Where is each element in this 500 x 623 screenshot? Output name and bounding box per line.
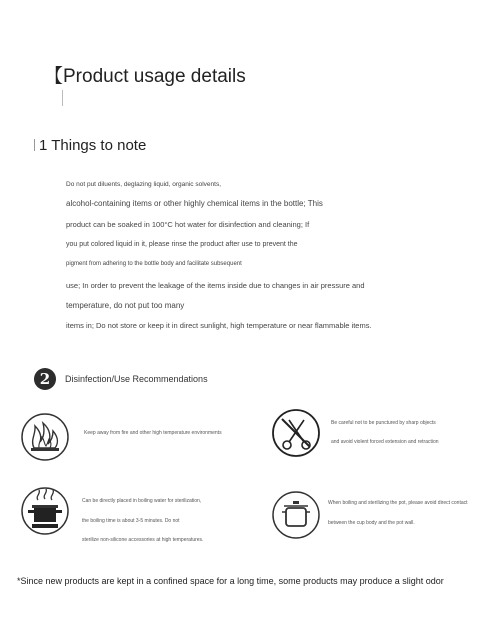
divider [34, 139, 35, 151]
note-line: items in; Do not store or keep it in direct sunlight, high temperature or near flammable items. [66, 321, 372, 330]
recommendation-text: When boiling and sterilizing the pot, please avoid direct contact [328, 500, 468, 506]
recommendation-text: and avoid violent forced extension and retraction [331, 439, 439, 445]
section-heading-disinfection [34, 368, 208, 390]
section-heading-label: Disinfection/Use Recommendations [65, 374, 208, 384]
note-line: Do not put diluents, deglazing liquid, organic solvents, [66, 181, 222, 188]
recommendation-text: the boiling time is about 3-5 minutes. Do not [82, 518, 180, 524]
note-line: you put colored liquid in it, please rinse the product after use to prevent the [66, 241, 298, 248]
footer-note: *Since new products are kept in a confined space for a long time, some products may produce a slight odor [17, 576, 444, 586]
note-line: use; In order to prevent the leakage of the items inside due to changes in air pressure and [66, 281, 365, 290]
section-heading-things-to-note [34, 137, 146, 154]
fire-warning-icon [20, 412, 70, 462]
section-heading-label: 1 Things to note [39, 137, 147, 154]
page-title: 【Product usage details [44, 66, 246, 87]
note-line: alcohol-containing items or other highly chemical items in the bottle; This [66, 199, 323, 208]
pot-icon [271, 490, 321, 540]
recommendation-text: Can be directly placed in boiling water for sterilization, [82, 498, 202, 504]
boiling-pot-icon [20, 486, 70, 536]
note-line: product can be soaked in 100°C hot water for disinfection and cleaning; If [66, 220, 310, 229]
divider [62, 90, 63, 106]
note-line: temperature, do not put too many [66, 301, 185, 310]
recommendation-text: Be careful not to be punctured by sharp objects [331, 420, 436, 426]
number-badge: 2 [34, 368, 56, 390]
recommendation-text: between the cup body and the pot wall. [328, 520, 415, 526]
recommendation-text: sterilize non-silicone accessories at high temperatures. [82, 537, 204, 543]
recommendation-text: Keep away from fire and other high temperature environments [84, 430, 222, 436]
note-line: pigment from adhering to the bottle body and facilitate subsequent [66, 261, 242, 267]
no-scissors-icon [271, 408, 321, 458]
